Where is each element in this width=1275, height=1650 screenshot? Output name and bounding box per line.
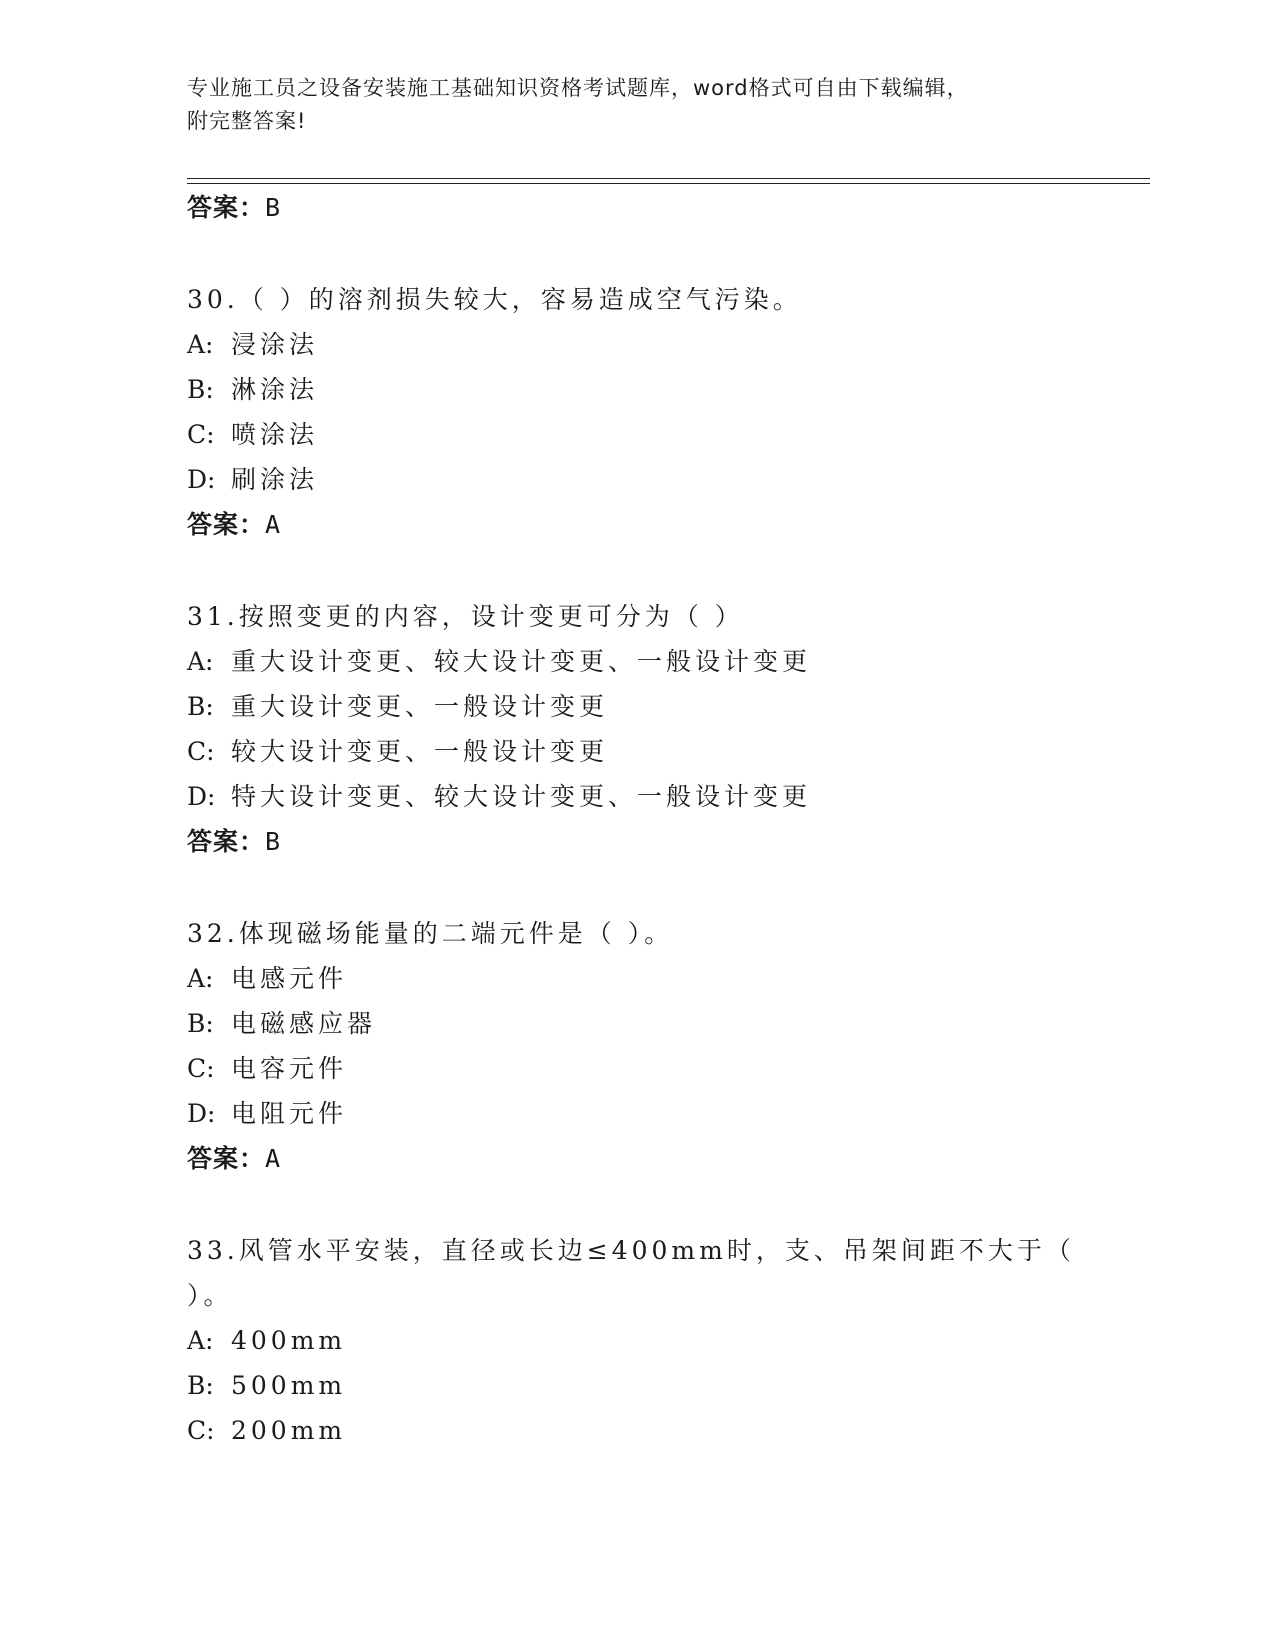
- option-text: 重大设计变更、较大设计变更、一般设计变更: [231, 647, 812, 676]
- option-letter: B:: [187, 375, 214, 404]
- option-c: [187, 1408, 1087, 1453]
- option-letter: A:: [187, 964, 214, 993]
- option-b: [187, 1363, 1087, 1408]
- answer-line: [187, 502, 1087, 547]
- option-d: [187, 1091, 1087, 1136]
- header-line-1: 专业施工员之设备安装施工基础知识资格考试题库，word格式可自由下载编辑，: [187, 76, 969, 100]
- option-d: [187, 774, 1087, 819]
- option-a: [187, 322, 1087, 367]
- question-content: [187, 185, 1087, 1453]
- option-text: 淋涂法: [231, 375, 319, 404]
- option-d: [187, 457, 1087, 502]
- option-c: [187, 1046, 1087, 1091]
- option-a: [187, 1318, 1087, 1363]
- option-b: [187, 367, 1087, 412]
- question-title: [187, 594, 1087, 639]
- option-c: [187, 729, 1087, 774]
- option-text: 重大设计变更、一般设计变更: [231, 692, 609, 721]
- question-text: 风管水平安装，直径或长边≤400mm时，支、吊架间距不大于（ ）。: [187, 1236, 1075, 1310]
- answer-label: 答案：: [187, 1144, 266, 1173]
- question-text: （ ）的溶剂损失较大，容易造成空气污染。: [238, 285, 802, 314]
- question-title: [187, 911, 1087, 956]
- answer-label: 答案：: [187, 510, 266, 539]
- option-text: 刷涂法: [231, 465, 319, 494]
- answer-label: 答案：: [187, 193, 266, 222]
- answer-line: [187, 185, 1087, 230]
- question-number: 31.: [187, 602, 239, 631]
- option-text: 电感元件: [231, 964, 348, 993]
- option-text: 特大设计变更、较大设计变更、一般设计变更: [231, 782, 812, 811]
- answer-label: 答案：: [187, 827, 266, 856]
- question-number: 32.: [187, 919, 239, 948]
- answer-value: B: [265, 827, 282, 856]
- option-letter: C:: [187, 420, 215, 449]
- option-b: [187, 1001, 1087, 1046]
- option-c: [187, 412, 1087, 457]
- option-text: 200mm: [231, 1416, 347, 1445]
- option-letter: A:: [187, 330, 214, 359]
- option-letter: A:: [187, 1326, 214, 1355]
- option-letter: D:: [187, 465, 216, 494]
- question-33: [187, 1228, 1087, 1453]
- option-letter: C:: [187, 1054, 215, 1083]
- answer-line: [187, 819, 1087, 864]
- option-text: 500mm: [231, 1371, 347, 1400]
- question-number: 30.: [187, 285, 239, 314]
- option-a: [187, 639, 1087, 684]
- option-a: [187, 956, 1087, 1001]
- option-letter: C:: [187, 737, 215, 766]
- header-rule-bottom: [187, 183, 1150, 184]
- question-32: [187, 911, 1087, 1181]
- option-letter: A:: [187, 647, 214, 676]
- question-text: 按照变更的内容，设计变更可分为（ ）: [238, 602, 744, 631]
- option-text: 400mm: [231, 1326, 347, 1355]
- question-text: 体现磁场能量的二端元件是（ ）。: [238, 919, 674, 948]
- option-letter: C:: [187, 1416, 215, 1445]
- option-letter: B:: [187, 1009, 214, 1038]
- option-b: [187, 684, 1087, 729]
- header-rule-top: [187, 178, 1150, 179]
- document-header: [187, 72, 1087, 138]
- question-title: [187, 1228, 1087, 1318]
- question-30: [187, 277, 1087, 547]
- header-line-2: 附完整答案!: [187, 109, 307, 133]
- option-text: 电容元件: [231, 1054, 348, 1083]
- option-text: 较大设计变更、一般设计变更: [231, 737, 609, 766]
- option-text: 浸涂法: [231, 330, 319, 359]
- answer-value: A: [265, 510, 282, 539]
- answer-line: [187, 1136, 1087, 1181]
- option-text: 喷涂法: [231, 420, 319, 449]
- question-number: 33.: [187, 1236, 239, 1265]
- option-text: 电磁感应器: [231, 1009, 377, 1038]
- question-31: [187, 594, 1087, 864]
- option-letter: D:: [187, 782, 216, 811]
- answer-value: B: [265, 193, 282, 222]
- question-title: [187, 277, 1087, 322]
- answer-value: A: [265, 1144, 282, 1173]
- option-text: 电阻元件: [231, 1099, 348, 1128]
- option-letter: B:: [187, 1371, 214, 1400]
- option-letter: D:: [187, 1099, 216, 1128]
- option-letter: B:: [187, 692, 214, 721]
